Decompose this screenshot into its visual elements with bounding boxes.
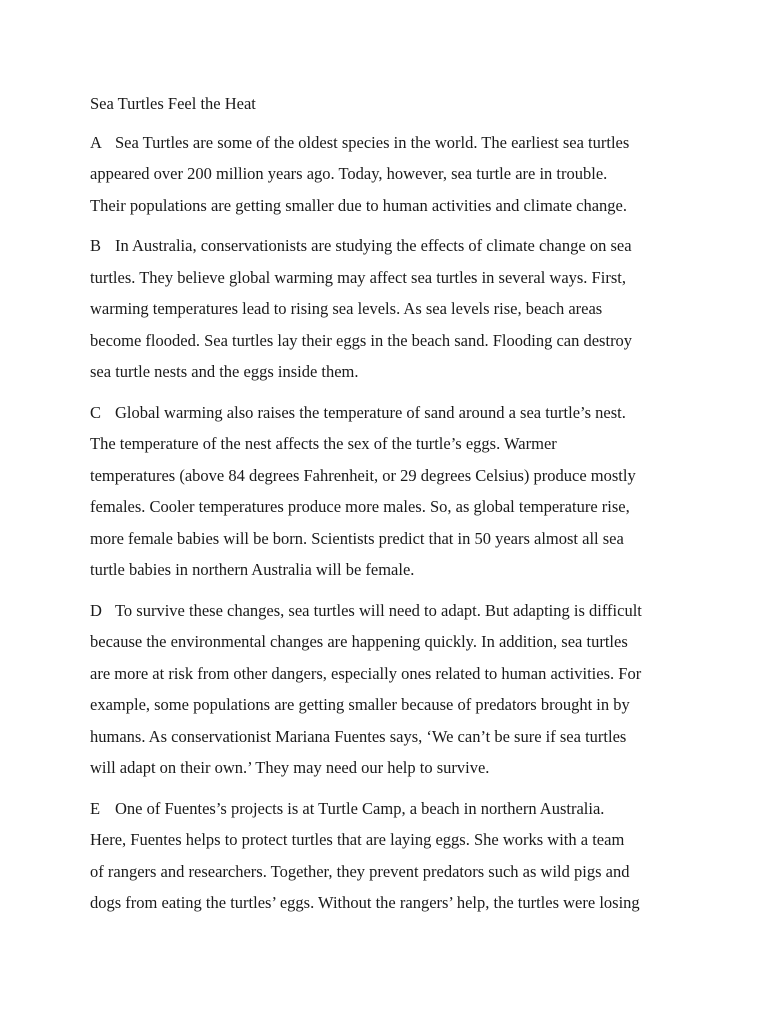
paragraph-letter: A <box>90 132 102 152</box>
paragraph-c <box>90 397 690 586</box>
paragraph-d <box>90 595 690 784</box>
paragraph-line: Their populations are getting smaller due to human activities and climate change. <box>90 195 627 215</box>
paragraph-a <box>90 127 690 222</box>
paragraph-line: E One of Fuentes’s projects is at Turtle Camp, a beach in northern Australia. <box>90 793 690 825</box>
paragraph-line: of rangers and researchers. Together, they prevent predators such as wild pigs and <box>90 861 630 881</box>
paragraph-line: Here, Fuentes helps to protect turtles that are laying eggs. She works with a team <box>90 830 625 849</box>
paragraph-line: turtle babies in northern Australia will be female. <box>90 560 415 579</box>
paragraph-line: temperatures (above 84 degrees Fahrenheit, or 29 degrees Celsius) produce mostly <box>90 465 636 485</box>
paragraph-line: example, some populations are getting smaller because of predators brought in by <box>90 695 630 714</box>
paragraph-line: because the environmental changes are happening quickly. In addition, sea turtles <box>90 632 628 651</box>
paragraph-line: warming temperatures lead to rising sea levels. As sea levels rise, beach areas <box>90 299 603 318</box>
document-title: Sea Turtles Feel the Heat <box>90 94 256 113</box>
paragraph-line: D To survive these changes, sea turtles will need to adapt. But adapting is difficult <box>90 595 690 627</box>
paragraph-letter: B <box>90 236 102 255</box>
paragraph-b <box>90 230 690 388</box>
paragraph-line: B In Australia, conservationists are studying the effects of climate change on sea <box>90 230 690 262</box>
paragraph-line: appeared over 200 million years ago. Today, however, sea turtle are in trouble. <box>90 164 608 183</box>
paragraph-line: will adapt on their own.’ They may need our help to survive. <box>90 758 490 777</box>
paragraph-line: dogs from eating the turtles’ eggs. Without the rangers’ help, the turtles were losing <box>90 893 640 912</box>
paragraph-letter: D <box>90 600 102 620</box>
paragraph-letter: C <box>90 402 102 422</box>
paragraph-line: humans. As conservationist Mariana Fuentes says, ‘We can’t be sure if sea turtles <box>90 726 627 746</box>
paragraph-letter: E <box>90 798 101 818</box>
paragraph-line: more female babies will be born. Scientists predict that in 50 years almost all sea <box>90 528 624 548</box>
paragraph-line: A Sea Turtles are some of the oldest species in the world. The earliest sea turtles <box>90 127 690 159</box>
paragraph-line: females. Cooler temperatures produce more males. So, as global temperature rise, <box>90 497 630 516</box>
paragraph-line: C Global warming also raises the temperature of sand around a sea turtle’s nest. <box>90 397 690 429</box>
paragraph-line: The temperature of the nest affects the sex of the turtle’s eggs. Warmer <box>90 434 557 453</box>
document-body <box>90 88 690 928</box>
paragraph-line: become flooded. Sea turtles lay their eggs in the beach sand. Flooding can destroy <box>90 330 633 350</box>
paragraph-line: sea turtle nests and the eggs inside them. <box>90 362 359 381</box>
paragraph-line: are more at risk from other dangers, especially ones related to human activities. For <box>90 663 642 683</box>
paragraph-line: turtles. They believe global warming may affect sea turtles in several ways. First, <box>90 267 626 287</box>
paragraph-e <box>90 793 690 919</box>
